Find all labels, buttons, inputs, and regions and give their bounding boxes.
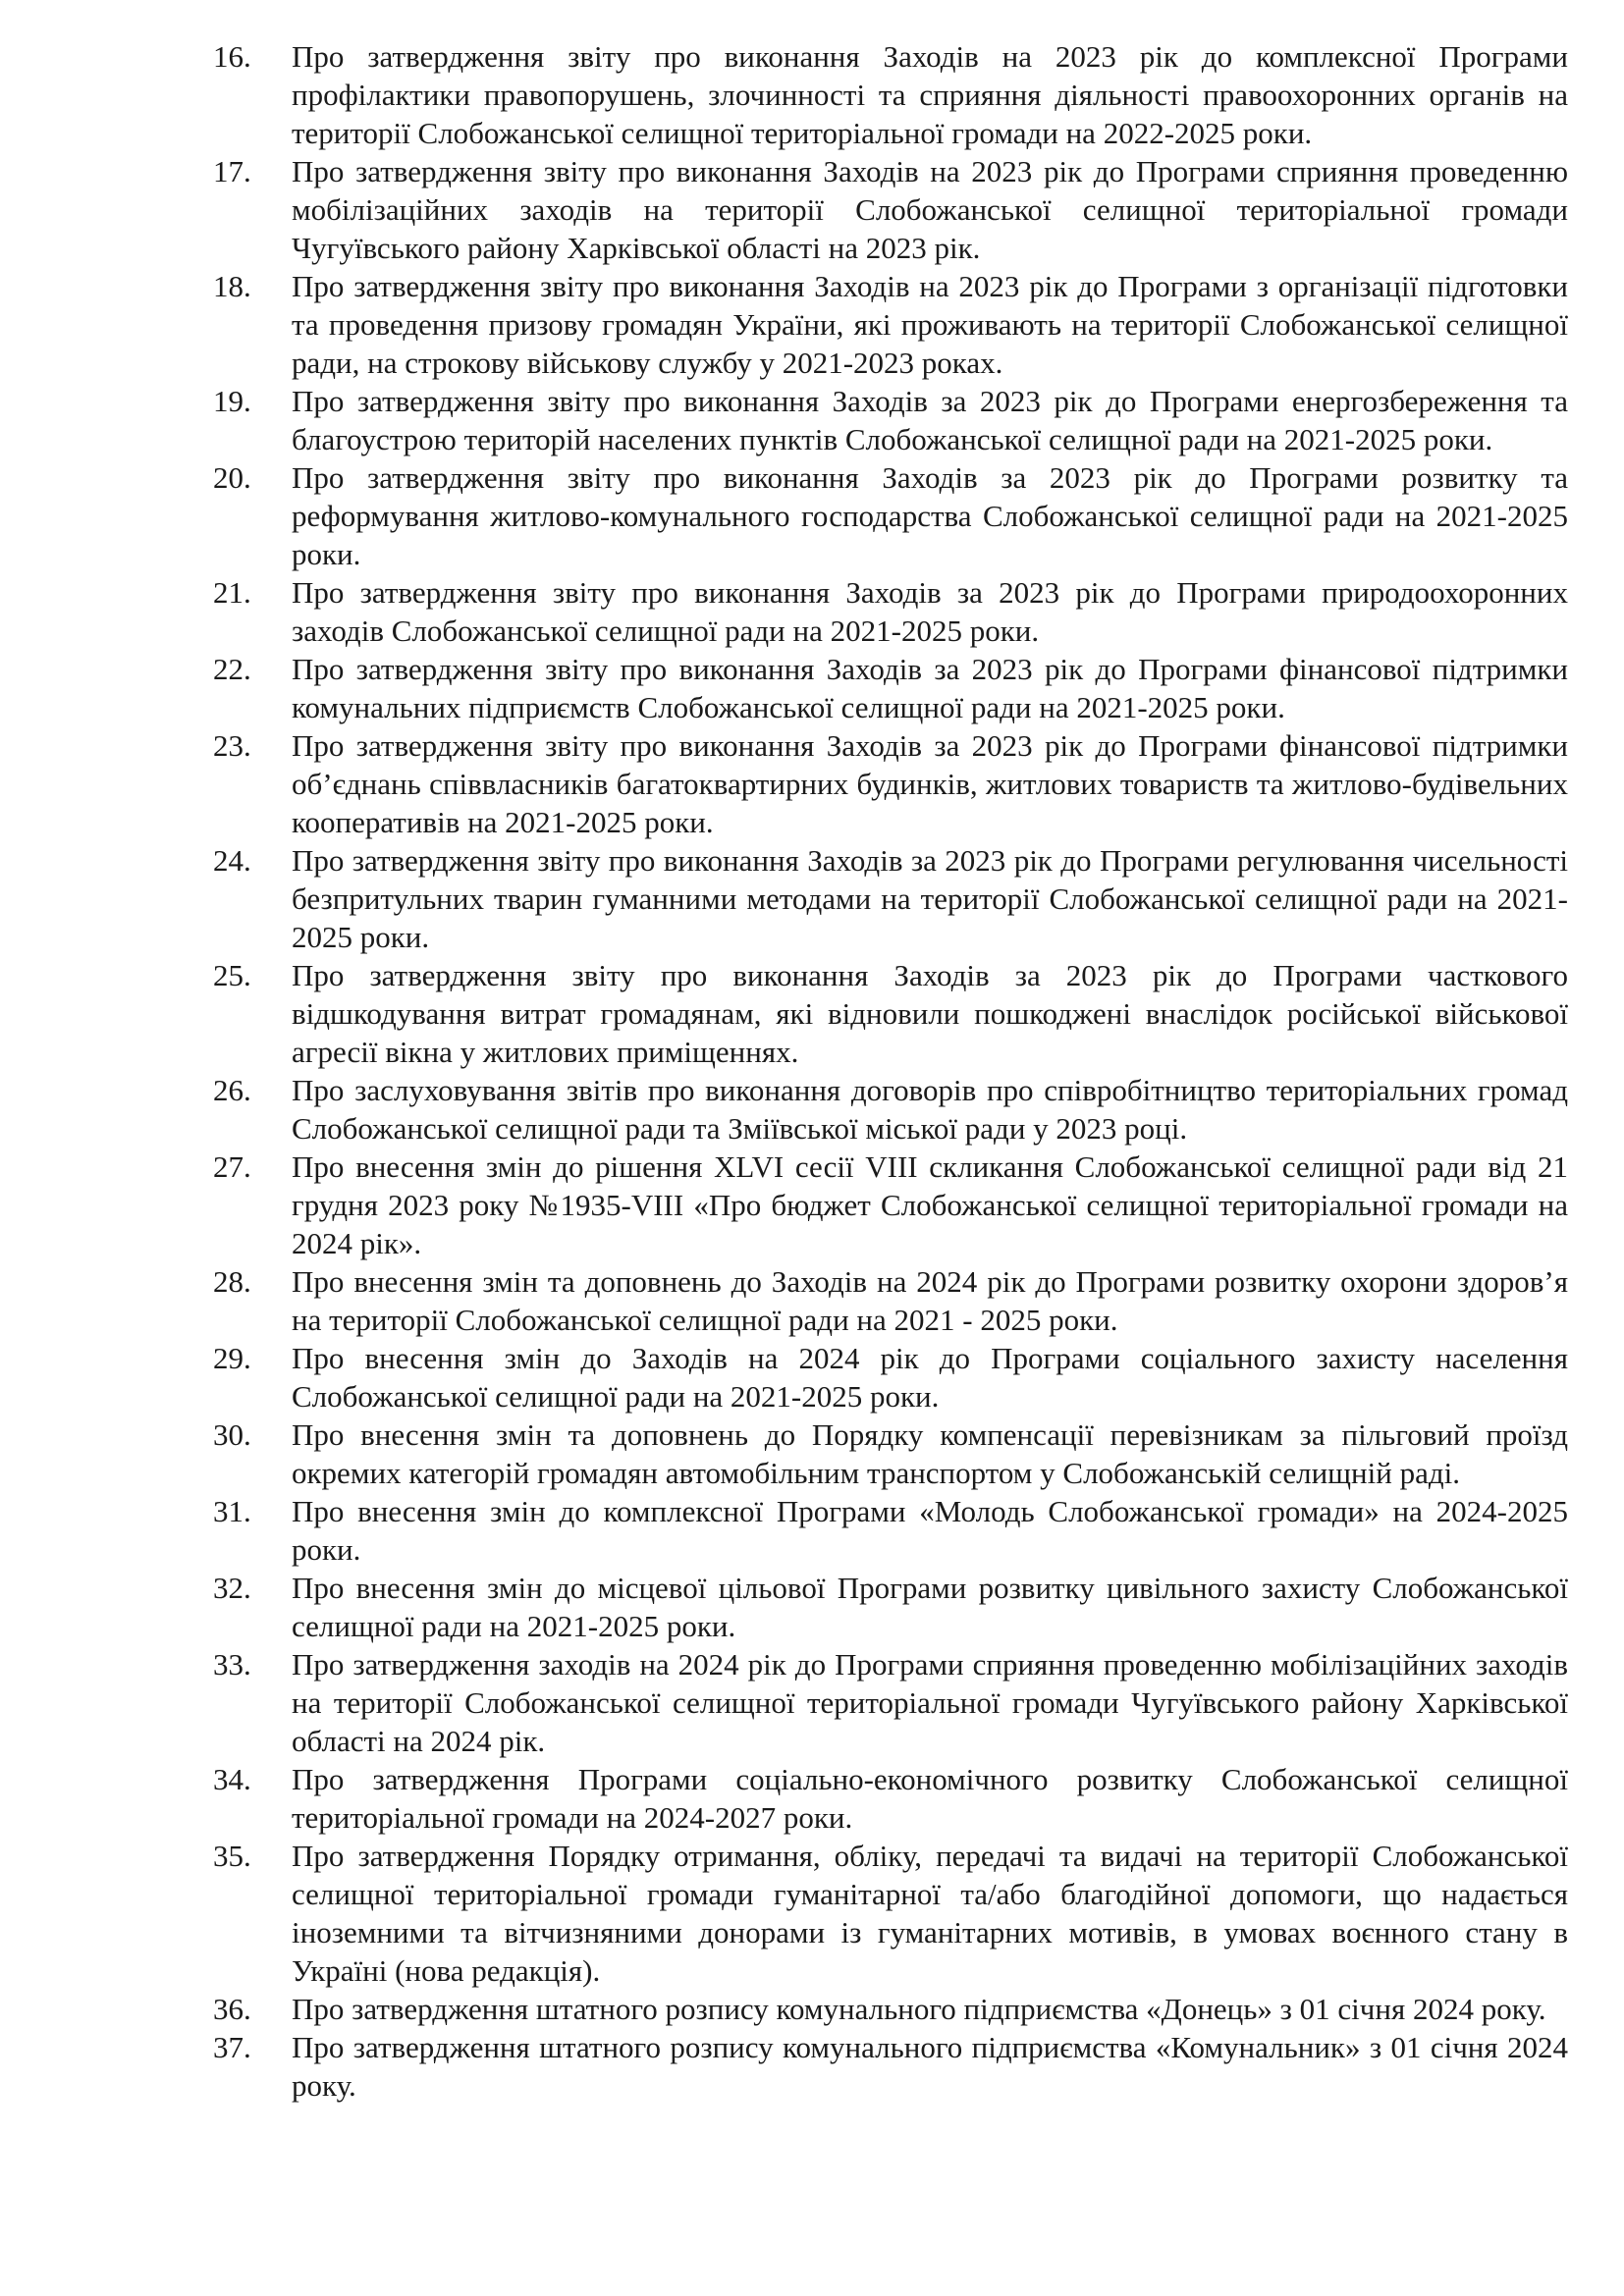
list-item: [213, 1569, 1568, 1645]
list-item: [213, 152, 1568, 267]
item-text: Про затвердження звіту про виконання Заходів за 2023 рік до Програми фінансової підтримки об’єднань співвласників багатоквартирних будинків, житлових товариств та житлово-будівельних кооперативів на 2021-2025 роки.: [292, 728, 1568, 839]
item-number: 22.: [213, 652, 251, 686]
agenda-list: [213, 37, 1568, 2105]
item-number: 32.: [213, 1571, 251, 1605]
item-number: 24.: [213, 843, 251, 878]
item-text: Про затвердження Порядку отримання, обліку, передачі та видачі на території Слобожанської селищної територіальної громади гуманітарної та/або благодійної допомоги, що надається іноземними та вітчизняними донорами із гуманітарних мотивів, в умовах воєнного стану в Україні (нова редакція).: [292, 1839, 1568, 1988]
item-text: Про затвердження штатного розпису комунального підприємства «Комунальник» з 01 січня 2024 року.: [292, 2030, 1568, 2103]
item-text: Про затвердження звіту про виконання Заходів на 2023 рік до Програми сприяння проведенню мобілізаційних заходів на території Слобожанської селищної територіальної громади Чугуївського району Харківської області на 2023 рік.: [292, 154, 1568, 265]
item-text: Про затвердження звіту про виконання Заходів на 2023 рік до комплексної Програми профілактики правопорушень, злочинності та сприяння діяльності правоохоронних органів на території Слобожанської селищної територіальної громади на 2022-2025 роки.: [292, 39, 1568, 150]
list-item: [213, 1990, 1568, 2028]
item-text: Про внесення змін та доповнень до Порядку компенсації перевізникам за пільговий проїзд окремих категорій громадян автомобільним транспортом у Слобожанській селищній раді.: [292, 1417, 1568, 1490]
item-number: 30.: [213, 1417, 251, 1452]
list-item: [213, 841, 1568, 956]
list-item: [213, 1837, 1568, 1990]
item-number: 26.: [213, 1073, 251, 1107]
list-item: [213, 1262, 1568, 1339]
list-item: [213, 726, 1568, 841]
list-item: [213, 1415, 1568, 1492]
item-text: Про внесення змін та доповнень до Заходів на 2024 рік до Програми розвитку охорони здоров’я на території Слобожанської селищної ради на 2021 - 2025 роки.: [292, 1264, 1568, 1337]
item-text: Про заслуховування звітів про виконання договорів про співробітництво територіальних громад Слобожанської селищної ради та Зміївської міської ради у 2023 році.: [292, 1073, 1568, 1146]
item-number: 16.: [213, 39, 251, 74]
item-number: 35.: [213, 1839, 251, 1873]
item-number: 28.: [213, 1264, 251, 1299]
list-item: [213, 956, 1568, 1071]
item-text: Про затвердження звіту про виконання Заходів на 2023 рік до Програми з організації підготовки та проведення призову громадян України, які проживають на території Слобожанської селищної ради, на строкову військову службу у 2021-2023 роках.: [292, 269, 1568, 380]
item-number: 33.: [213, 1647, 251, 1682]
list-item: [213, 382, 1568, 458]
list-item: [213, 1492, 1568, 1569]
list-item: [213, 1071, 1568, 1148]
list-item: [213, 1148, 1568, 1262]
item-number: 20.: [213, 460, 251, 495]
item-text: Про затвердження звіту про виконання Заходів за 2023 рік до Програми енергозбереження та благоустрою територій населених пунктів Слобожанської селищної ради на 2021-2025 роки.: [292, 384, 1568, 456]
item-text: Про затвердження звіту про виконання Заходів за 2023 рік до Програми природоохоронних заходів Слобожанської селищної ради на 2021-2025 роки.: [292, 575, 1568, 648]
list-item: [213, 2028, 1568, 2105]
item-text: Про внесення змін до рішення XLVI сесії VIII скликання Слобожанської селищної ради від 21 грудня 2023 року №1935-VIII «Про бюджет Слобожанської селищної територіальної громади на 2024 рік».: [292, 1149, 1568, 1260]
item-number: 31.: [213, 1494, 251, 1528]
list-item: [213, 1339, 1568, 1415]
item-text: Про затвердження штатного розпису комунального підприємства «Донець» з 01 січня 2024 року.: [292, 1992, 1546, 2026]
item-text: Про затвердження звіту про виконання Заходів за 2023 рік до Програми фінансової підтримки комунальних підприємств Слобожанської селищної ради на 2021-2025 роки.: [292, 652, 1568, 724]
list-item: [213, 267, 1568, 382]
item-text: Про затвердження звіту про виконання Заходів за 2023 рік до Програми часткового відшкодування витрат громадянам, які відновили пошкоджені внаслідок російської військової агресії вікна у житлових приміщеннях.: [292, 958, 1568, 1069]
item-number: 29.: [213, 1341, 251, 1375]
item-number: 34.: [213, 1762, 251, 1796]
item-text: Про затвердження заходів на 2024 рік до Програми сприяння проведенню мобілізаційних заходів на території Слобожанської селищної територіальної громади Чугуївського району Харківської області на 2024 рік.: [292, 1647, 1568, 1758]
item-number: 19.: [213, 384, 251, 418]
item-number: 25.: [213, 958, 251, 992]
item-number: 36.: [213, 1992, 251, 2026]
item-text: Про затвердження звіту про виконання Заходів за 2023 рік до Програми регулювання чисельності безпритульних тварин гуманними методами на території Слобожанської селищної ради на 2021-2025 роки.: [292, 843, 1568, 954]
item-text: Про затвердження звіту про виконання Заходів за 2023 рік до Програми розвитку та реформування житлово-комунального господарства Слобожанської селищної ради на 2021-2025 роки.: [292, 460, 1568, 571]
item-number: 21.: [213, 575, 251, 610]
item-number: 27.: [213, 1149, 251, 1184]
list-item: [213, 1760, 1568, 1837]
list-item: [213, 573, 1568, 650]
item-number: 17.: [213, 154, 251, 188]
list-item: [213, 1645, 1568, 1760]
list-item: [213, 650, 1568, 726]
item-text: Про внесення змін до місцевої цільової Програми розвитку цивільного захисту Слобожанської селищної ради на 2021-2025 роки.: [292, 1571, 1568, 1643]
item-text: Про внесення змін до комплексної Програми «Молодь Слобожанської громади» на 2024-2025 роки.: [292, 1494, 1568, 1567]
item-text: Про внесення змін до Заходів на 2024 рік до Програми соціального захисту населення Слобожанської селищної ради на 2021-2025 роки.: [292, 1341, 1568, 1414]
list-item: [213, 37, 1568, 152]
item-number: 23.: [213, 728, 251, 763]
item-text: Про затвердження Програми соціально-економічного розвитку Слобожанської селищної територіальної громади на 2024-2027 роки.: [292, 1762, 1568, 1835]
list-item: [213, 458, 1568, 573]
item-number: 37.: [213, 2030, 251, 2064]
item-number: 18.: [213, 269, 251, 303]
